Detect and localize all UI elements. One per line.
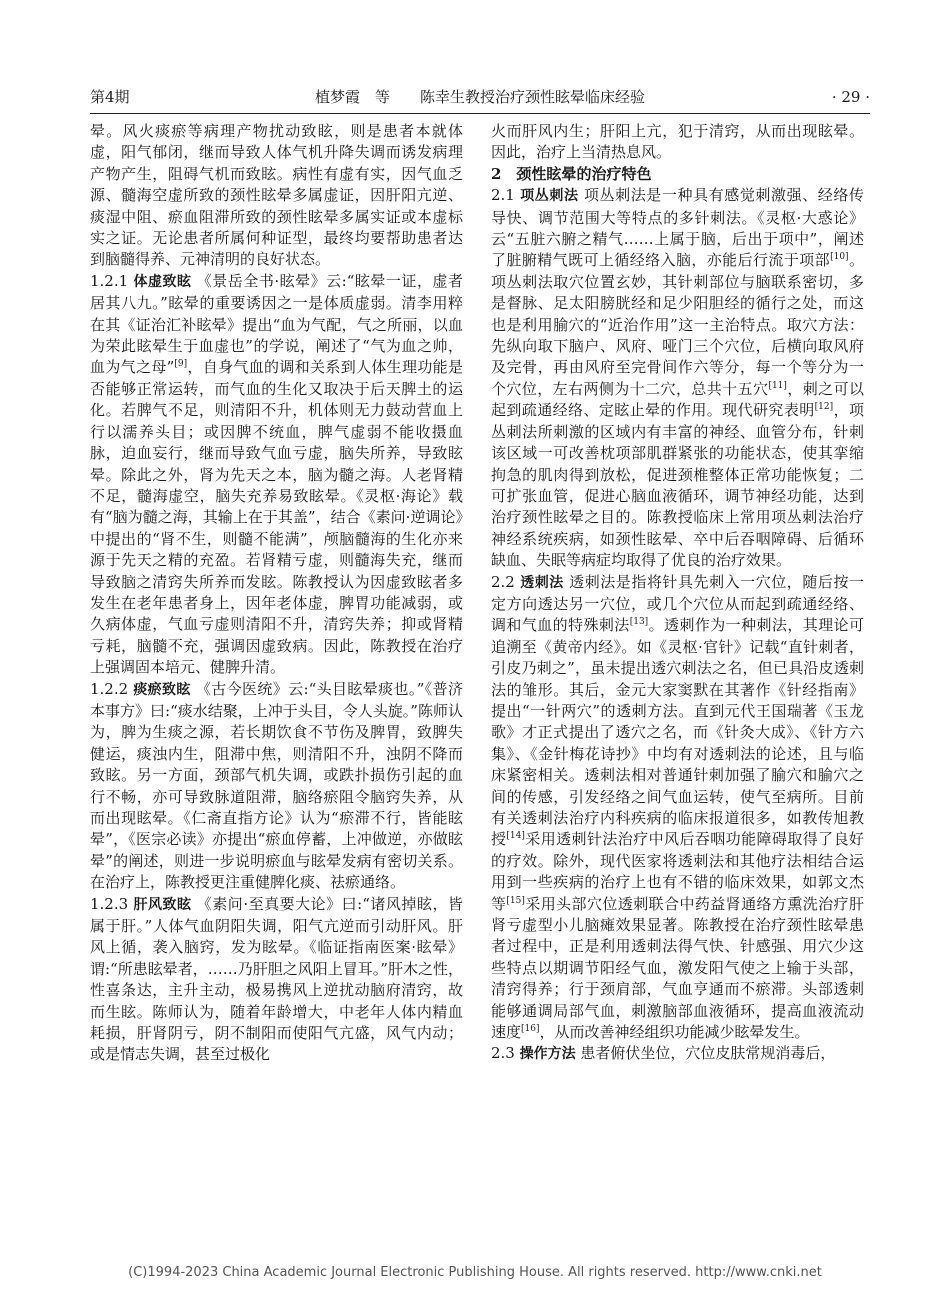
header-authors: 植梦霞 等 — [314, 88, 390, 106]
citation-ref: [13] — [629, 617, 649, 628]
paragraph-continuation: 晕。风火痰瘀等病理产物扰动致眩，则是患者本就体虚，阳气郁闭，继而导致人体气机升降失调而诱发病理产物产生，阻碍气机而致眩。病性有虚有实，因气血乏源、髓海空虚所致的颈性眩晕多属虚证，因肝阳亢逆、痰湿中阻、瘀血阻滞所致的颈性眩晕多属实证或本虚标实之证。无论患者所属何种证型，最终均要帮助患者达到脑髓得养、元神清明的良好状态。 — [90, 122, 463, 269]
section-heading: 痰瘀致眩 — [133, 681, 191, 698]
section-text: 。透刺作为一种刺法，其理论可追溯至《黄帝内经》。如《灵枢·官针》记载“直针刺者，引皮乃刺之”，虽未提出透穴刺法之名，但已具沿皮透刺法的雏形。其后，金元大家窦默在其著作《针经指南》提出“一针两穴”的透刺方法。直到元代王国瑞著《玉龙歌》才正式提出了透穴之名，而《针灸大成》、《针方六集》、《金针梅花诗抄》中均有对透刺法的论述，且与临床紧密相关。透刺法相对普通针刺加强了腧穴和腧穴之间的传感，引发经络之间气血运转，使气至病所。目前有关透刺法治疗内科疾病的临床报道很多，如教传旭教授 — [491, 616, 864, 849]
header-article-title: 陈幸生教授治疗颈性眩晕临床经验 — [420, 88, 646, 106]
section-heading: 体虚致眩 — [133, 273, 192, 290]
section-heading: 透刺法 — [520, 574, 564, 591]
citation-ref: [15] — [506, 895, 525, 906]
section-2-2 — [491, 572, 864, 1044]
header-rule — [90, 113, 870, 114]
citation-ref: [9] — [174, 359, 188, 370]
section-number: 1.2.1 — [90, 271, 129, 290]
section-text: 采用头部穴位透刺联合中药益肾通络方熏洗治疗肝肾亏虚型小儿脑瘫效果显著。陈教授在治疗颈性眩晕患者过程中，正是利用透刺法得气快、针感强、用穴少这些特点以期调节阳经气血，激发阳气使之上输于头部，清窍得养；行于颈肩部，气血亨通而不瘀滞。头部透刺能够通调局部气血，刺激脑部血液循环，提高血液流动速度 — [491, 894, 864, 1042]
section-1-2-3 — [90, 894, 463, 1066]
section-number: 2.3 — [491, 1044, 515, 1063]
paragraph-continuation: 火而肝风内生；肝阳上亢，犯于清窍，从而出现眩晕。因此，治疗上当清热息风。 — [491, 122, 864, 162]
section-2-heading: 2 颈性眩晕的治疗特色 — [491, 164, 652, 183]
right-column — [491, 121, 864, 1066]
citation-ref: [16] — [521, 1024, 540, 1035]
left-column — [90, 121, 463, 1066]
section-text: ，项丛刺法所刺激的区域内有丰富的神经、血管分布，针刺该区域一可改善枕项部肌群紧张的功能状态，使其挛缩拘急的肌肉得到放松，促进颈椎整体正常功能恢复；二可扩张血管，促进心脑血液循环，调节神经功能，达到治疗颈性眩晕之目的。陈教授临床上常用项丛刺法治疗神经系统疾病，如颈性眩晕、卒中后吞咽障碍、后循环缺血、失眠等病症均取得了优良的治疗效果。 — [491, 401, 864, 570]
section-text: 。项丛刺法取穴位置玄妙，其针刺部位与脑联系密切，多是督脉、足太阳膀胱经和足少阳胆经的循行之处，而这也是利用腧穴的“近治作用”这一主治特点。取穴方法：先纵向取下脑户、风府、哑门三个穴位，后横向取风府及完骨，再由风府至完骨间作六等分，每一个等分为一个穴位，左右两侧为十二穴，总共十五穴 — [491, 251, 864, 398]
section-number: 2.1 — [491, 186, 515, 205]
section-1-2-2 — [90, 679, 463, 894]
section-text: ，从而改善神经组织功能减少眩晕发生。 — [539, 1023, 810, 1042]
running-header — [90, 87, 870, 113]
header-title-line — [90, 87, 870, 107]
issue-number: 第4期 — [90, 88, 130, 106]
section-text: 《素问·至真要大论》曰:“诸风掉眩，皆属于肝。”人体气血阴阳失调，阳气亢逆而引动肝风。肝风上循，袭入脑窍，发为眩晕。《临证指南医案·眩晕》谓:“所患眩晕者，……乃肝胆之风阳上冒耳。”肝木之性，性喜条达，主升主动，极易携风上逆扰动脑府清窍，故而生眩。陈师认为，随着年龄增大，中老年人体内精血耗损，肝肾阴亏，阴不制阳而使阳气亢盛，风气内动；或是情志失调，甚至过极化 — [90, 894, 463, 1064]
section-heading: 操作方法 — [519, 1046, 576, 1063]
section-number: 2.2 — [491, 572, 515, 591]
citation-ref: [12] — [814, 402, 834, 413]
citation-ref: [14] — [506, 831, 525, 842]
section-text: ，自身气血的调和关系到人体生理功能是否能够正常运转，而气血的生化又取决于后天脾土的运化。若脾气不足，则清阳不升，机体则无力鼓动营血上行以濡养头目；或因脾不统血，脾气虚弱不能收摄血脉，迫血妄行，继而导致气血亏虚，脑失所养，导致眩晕。除此之外，肾为先天之本，脑为髓之海。人老肾精不足，髓海虚空，脑失充养易致眩晕。《灵枢·海论》载有“脑为髓之海，其输上在于其盖”，结合《素问·逆调论》中提出的“肾不生，则髓不能满”，颅脑髓海的生化亦来源于先天之精的充盈。若肾精亏虚，则髓海失充，继而导致脑之清窍失所养而发眩。陈教授认为因虚致眩者多发生在老年患者身上，因年老体虚，脾胃功能减弱，或久病体虚，气血亏虚则清阳不升，清窍失养；抑或肾精亏耗，脑髓不充，强调因虚致病。因此，陈教授在治疗上强调固本培元、健脾升清。 — [90, 358, 463, 677]
section-text: 《景岳全书·眩晕》云:“眩晕一证，虚者居其八九。”眩晕的重要诱因之一是体质虚弱。清李用粹在其《证治汇补眩晕》提出“血为气配，气之所丽，以血为荣此眩晕生于血虚也”的学说，阐述了“气为血之帅，血为气之母” — [90, 271, 463, 377]
section-text: 项丛刺法是一种具有感觉刺激强、经络传导快、调节范围大等特点的多针刺法。《灵枢·大惑论》云“五脏六腑之精气……上属于脑，后出于项中”，阐述了脏腑精气既可上循经络入脑，亦能后行流于项部 — [491, 186, 864, 270]
section-text: 采用透刺针法治疗中风后吞咽功能障碍取得了良好的疗效。除外，现代医家将透刺法和其他疗法相结合运用到一些疾病的治疗上也有不错的临床效果，如郭文杰等 — [491, 830, 864, 913]
section-text: 患者俯伏坐位，穴位皮肤常规消毒后， — [580, 1044, 836, 1063]
section-2-1 — [491, 185, 864, 571]
section-number: 1.2.2 — [90, 679, 129, 698]
section-text: 《古今医统》云:“头目眩晕痰也。”《普济本事方》曰:“痰水结聚，上冲于头目，令人头旋。”陈师认为，脾为生痰之源，若长期饮食不节伤及脾胃，致脾失健运，痰浊内生，阻滞中焦，则清阳不升，浊阴不降而致眩。另一方面，颈部气机失调，或跌扑损伤引起的血行不畅，亦可导致脉道阻滞，脑络瘀阻令脑窍失养，从而出现眩晕。《仁斋直指方论》认为“瘀滞不行，皆能眩晕”，《医宗必读》亦提出“瘀血停蓄，上冲做逆，亦做眩晕”的阐述，则进一步说明瘀血与眩晕发病有密切关系。在治疗上，陈教授更注重健脾化痰、祛瘀通络。 — [90, 679, 463, 892]
section-number: 1.2.3 — [90, 894, 129, 913]
copyright-footer: (C)1994-2023 China Academic Journal Electronic Publishing House. All rights reserved. http://www.cnki.net — [128, 1265, 822, 1280]
citation-ref: [11] — [768, 380, 787, 391]
section-text: ，刺之可以起到疏通经络、定眩止晕的作用。现代研究表明 — [491, 379, 864, 420]
page-number: · 29 · — [831, 88, 870, 106]
section-heading: 项丛刺法 — [520, 188, 579, 205]
section-text: 透刺法是指将针具先刺入一穴位，随后按一定方向透达另一穴位，或几个穴位从而起到疏通经络、调和气血的特殊刺法 — [491, 572, 864, 635]
section-2-3 — [491, 1043, 864, 1065]
section-heading: 肝风致眩 — [133, 896, 192, 913]
citation-ref: [10] — [830, 252, 849, 263]
section-1-2-1 — [90, 271, 463, 679]
